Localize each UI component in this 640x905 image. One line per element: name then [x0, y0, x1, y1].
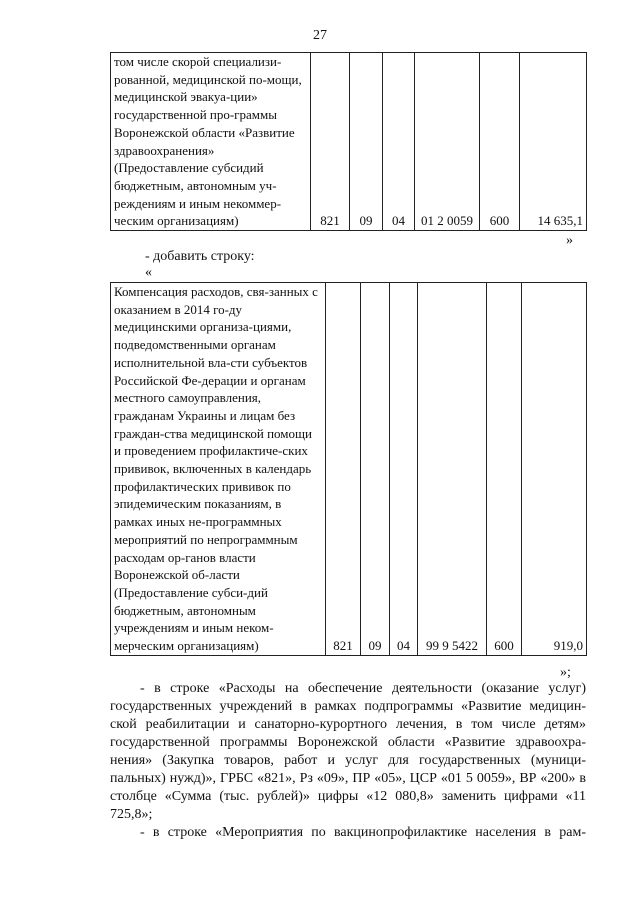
opening-quote: « [145, 265, 152, 280]
rz-cell: 09 [350, 53, 383, 231]
closing-quote-semicolon: »; [560, 665, 571, 680]
closing-quote: » [566, 233, 573, 248]
csr-cell: 01 2 0059 [415, 53, 480, 231]
vr-cell: 600 [480, 53, 520, 231]
vr-cell: 600 [487, 283, 522, 656]
pr-cell: 04 [383, 53, 415, 231]
row-name-cell: Компенсация расходов, свя-занных с оказанием в 2014 го-ду медицинскими организа-циями, подведомственными органам исполнительной вла-сти субъектов Российской Фе-дерации и органам местного самоуправления, гражданам Украины и лицам без граждан-ства медицинской помощи и проведением профилактиче-ских прививок, включенных в календарь профилактических прививок по эпидемическим показаниям, в рамках иных не-программных мероприятий по непрограммным расходам ор-ганов власти Воронежской об-ласти (Предоставление субси-дий бюджетным, автономным учреждениям и иным неком-мерческим организациям) [111, 283, 326, 656]
csr-cell: 99 9 5422 [418, 283, 487, 656]
grbs-cell: 821 [311, 53, 350, 231]
sum-cell: 14 635,1 [520, 53, 587, 231]
amendment-paragraph-continued: - в строке «Мероприятия по вакцинопрофилактике населения в рам- [140, 825, 586, 840]
amendment-paragraph: - в строке «Расходы на обеспечение деятельности (оказание услуг) государственных учреждений в рамках подпрограммы «Развитие медицин-ской реабилитации и санаторно-курортного лечения, в том числе детям» государственной программы Воронежской области «Развитие здравоохра-нения» (Закупка товаров, работ и услуг для государственных (муници-пальных) нужд)», ГРБС «821», Рз «09», ПР «05», ЦСР «01 5 0059», ВР «200» в столбце «Сумма (тыс. рублей)» цифры «12 080,8» заменить цифрами «11 725,8»; [110, 681, 586, 822]
rz-cell: 09 [361, 283, 390, 656]
pr-cell: 04 [390, 283, 418, 656]
budget-table-row-2 [110, 282, 587, 656]
add-row-instruction: - добавить строку: [145, 249, 255, 264]
budget-table-row-1 [110, 52, 587, 231]
grbs-cell: 821 [326, 283, 361, 656]
row-name-cell: том числе скорой специализи-рованной, медицинской по-мощи, медицинской эвакуа-ции» государственной про-граммы Воронежской области «Развитие здравоохранения» (Предоставление субсидий бюджетным, автономным уч-реждениям и иным некоммер-ческим организациям) [111, 53, 311, 231]
page-number: 27 [313, 28, 327, 43]
sum-cell: 919,0 [522, 283, 587, 656]
